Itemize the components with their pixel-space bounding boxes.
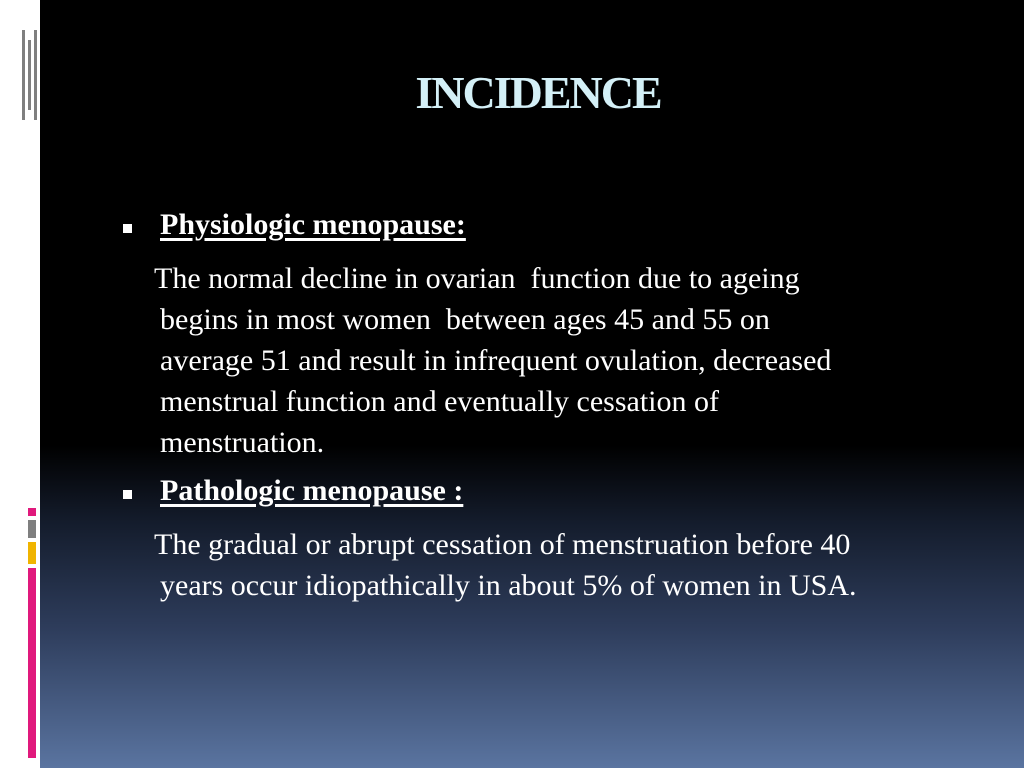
section-heading-physiologic: Physiologic menopause: [160,208,466,241]
bullet-marker [123,224,132,233]
body-line: The normal decline in ovarian function due to ageing [154,262,800,295]
body-line: menstrual function and eventually cessation of [160,385,719,418]
section-body-physiologic [154,258,980,463]
decor-segment-gold [28,542,36,564]
decor-segment-gray [28,520,36,538]
section-body-pathologic [154,524,980,606]
body-line: average 51 and result in infrequent ovulation, decreased [160,344,832,377]
section-heading-pathologic: Pathologic menopause : [160,474,464,507]
decor-segment-pink [28,508,36,516]
body-line: menstruation. [160,426,325,459]
body-line: begins in most women between ages 45 and 55 on [160,303,770,336]
body-line: The gradual or abrupt cessation of menstruation before 40 [154,528,851,561]
bullet-marker [123,490,132,499]
decor-segment-pink-long [28,568,36,758]
body-line: years occur idiopathically in about 5% of women in USA. [160,569,857,602]
slide-title: INCIDENCE [415,67,661,118]
